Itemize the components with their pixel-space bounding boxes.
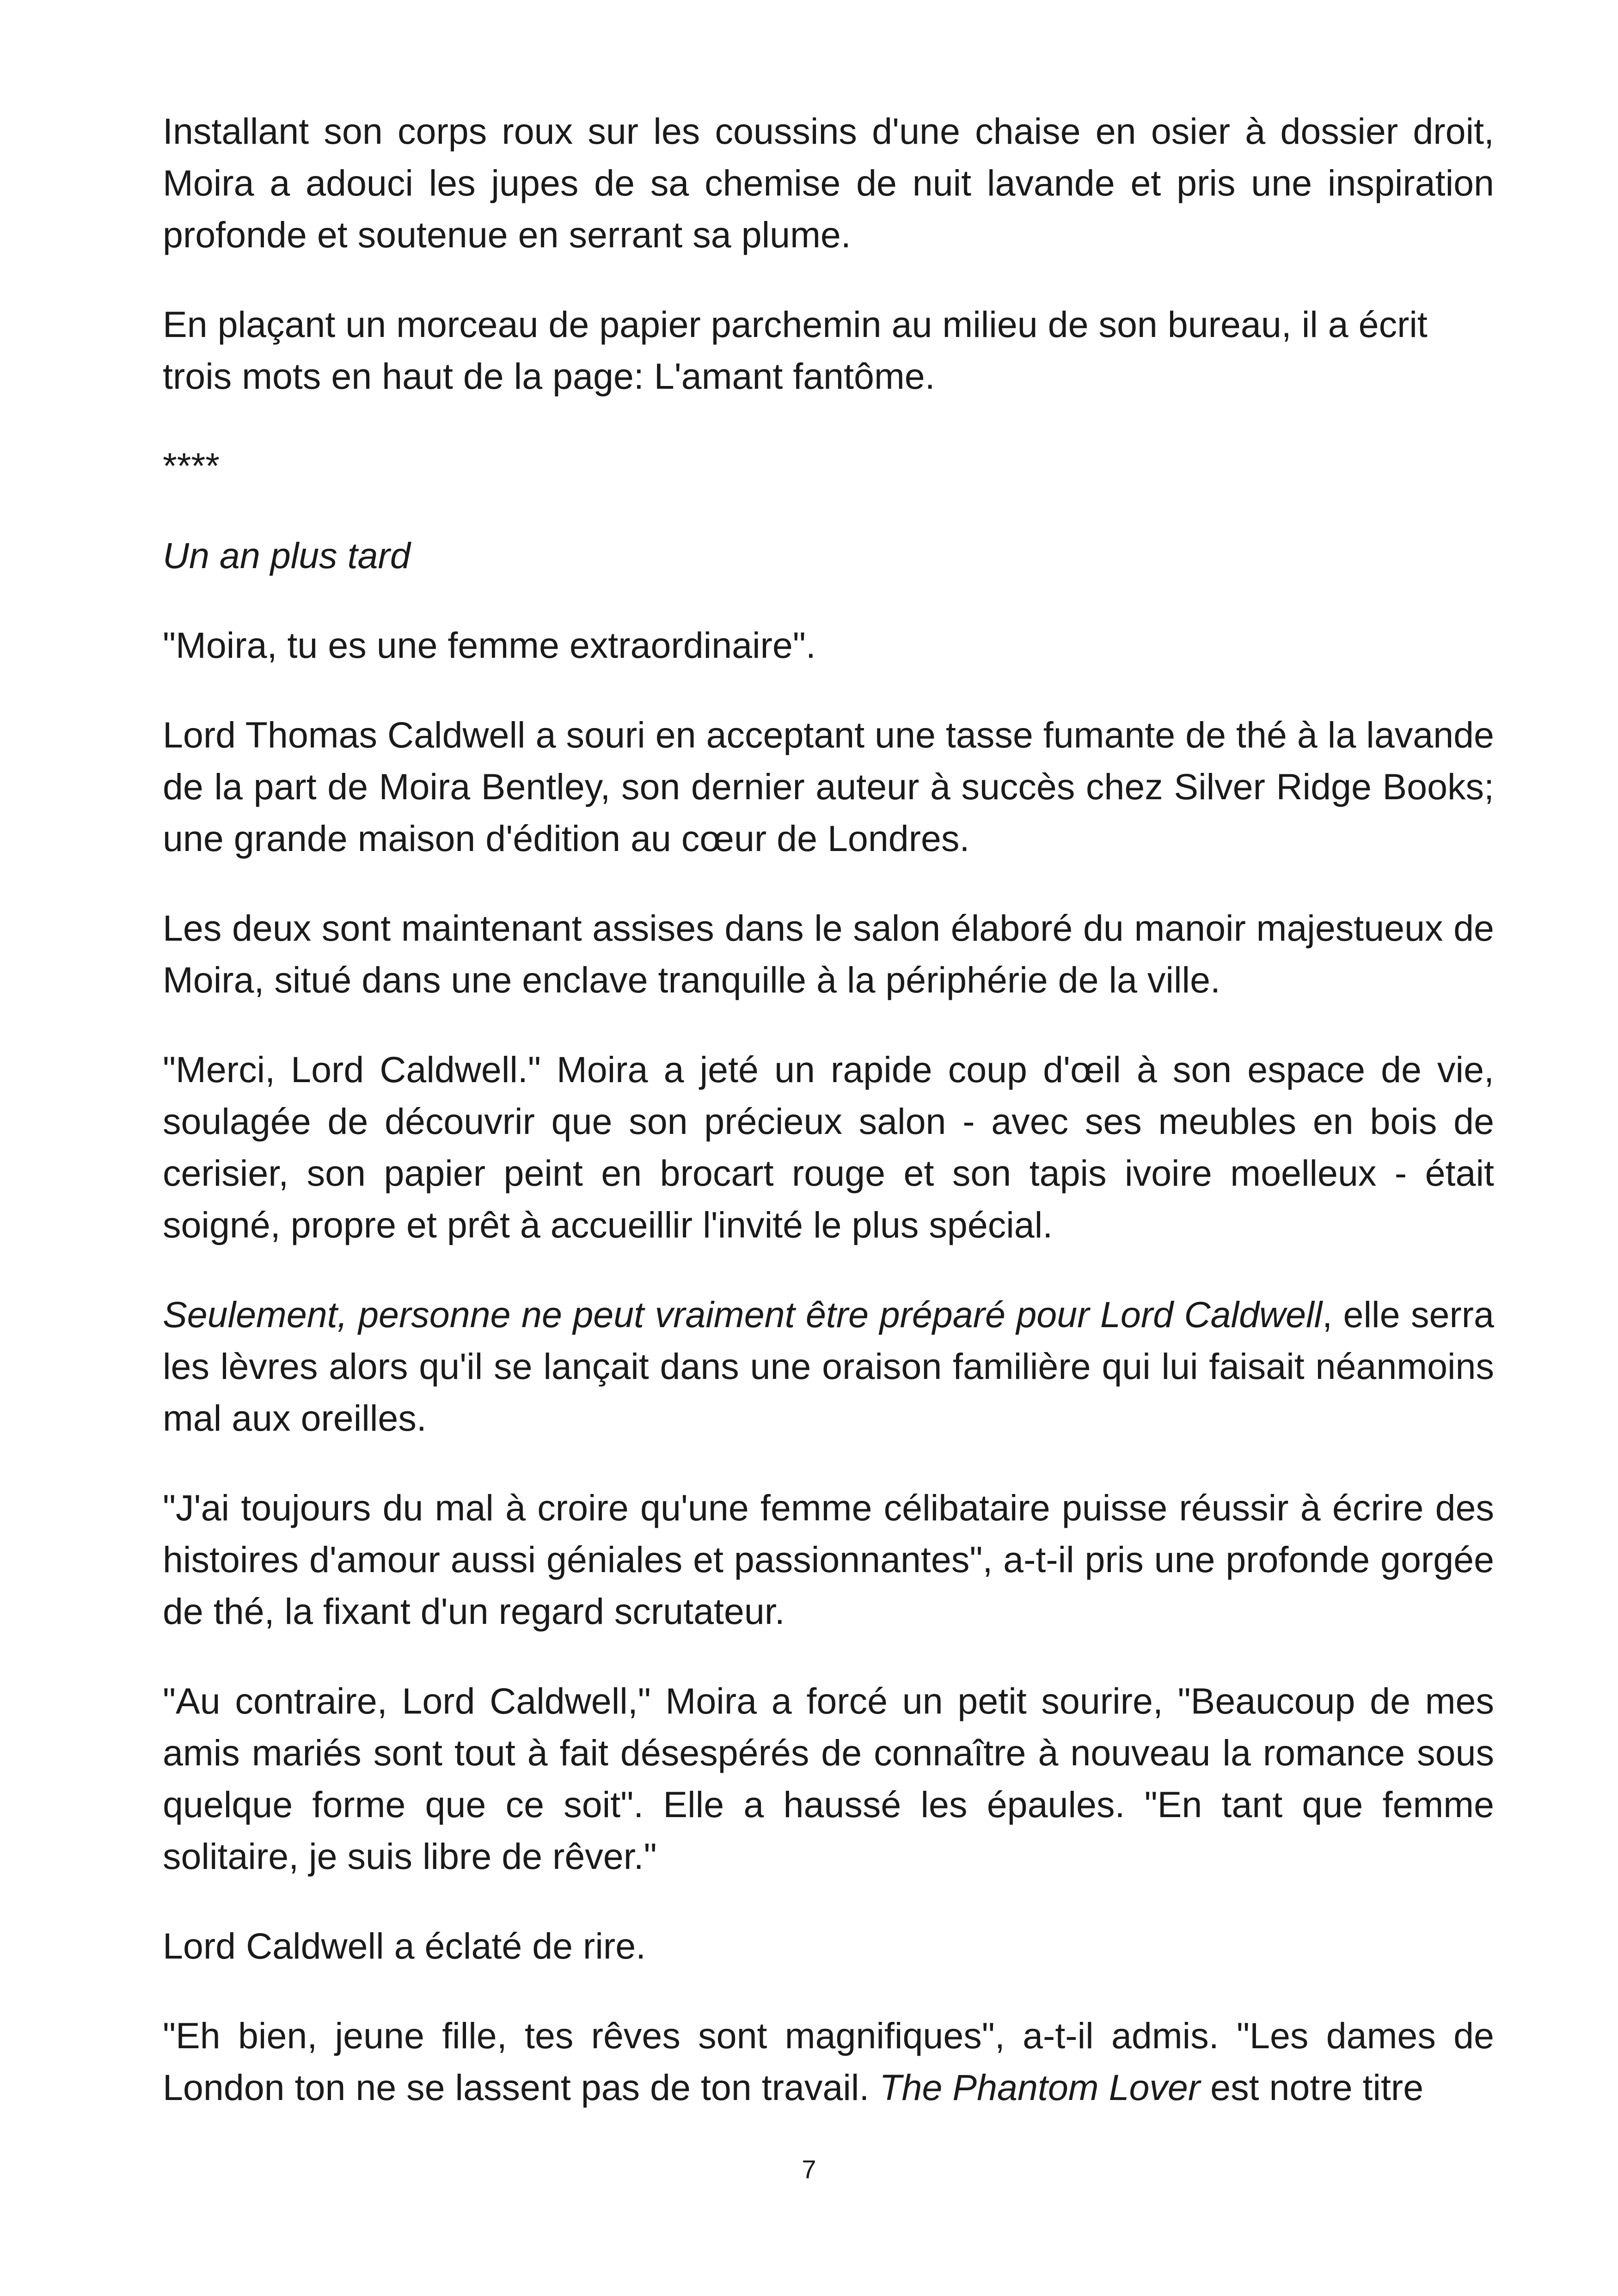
paragraph (163, 2010, 1494, 2113)
paragraph-rest: , elle serra les lèvres alors qu'il se lançait dans une oraison familière qui lui faisait néanmoins mal aux oreilles. (163, 1294, 1494, 1439)
paragraph (163, 1289, 1494, 1444)
paragraph-before: "Eh bien, jeune fille, tes rêves sont magnifiques", a-t-il admis. "Les dames de London ton ne se lassent pas de ton travail. (163, 2015, 1494, 2108)
paragraph: Installant son corps roux sur les coussins d'une chaise en osier à dossier droit, Moira a adouci les jupes de sa chemise de nuit lavande et pris une inspiration profonde et soutenue en serrant sa plume. (163, 110, 1494, 255)
italic-thought: Seulement, personne ne peut vraiment être préparé pour Lord Caldwell (163, 1294, 1323, 1335)
paragraph: "Au contraire, Lord Caldwell," Moira a forcé un petit sourire, "Beaucoup de mes amis mariés sont tout à fait désespérés de connaître à nouveau la romance sous quelque forme que ce soit". Elle a haussé les épaules. "En tant que femme solitaire, je suis libre de rêver." (163, 1680, 1494, 1877)
paragraph: "Merci, Lord Caldwell." Moira a jeté un rapide coup d'œil à son espace de vie, soulagée de découvrir que son précieux salon - avec ses meubles en bois de cerisier, son papier peint en brocart rouge et son tapis ivoire moelleux - était soigné, propre et prêt à accueillir l'invité le plus spécial. (163, 1049, 1494, 1245)
paragraph: Lord Caldwell a éclaté de rire. (163, 1925, 646, 1966)
paragraph: "J'ai toujours du mal à croire qu'une femme célibataire puisse réussir à écrire des histoires d'amour aussi géniales et passionnantes", a-t-il pris une profonde gorgée de thé, la fixant d'un regard scrutateur. (163, 1487, 1494, 1632)
paragraph: Lord Thomas Caldwell a souri en acceptant une tasse fumante de thé à la lavande de la part de Moira Bentley, son dernier auteur à succès chez Silver Ridge Books; une grande maison d'édition au cœur de Londres. (163, 714, 1494, 859)
body-text (163, 105, 1494, 2151)
scene-heading-text: Un an plus tard (163, 535, 411, 576)
paragraph: En plaçant un morceau de papier parchemin au milieu de son bureau, il a écrit trois mots en haut de la page: L'amant fantôme. (163, 304, 1428, 397)
page-number: 7 (802, 2155, 816, 2184)
paragraph: "Moira, tu es une femme extraordinaire". (163, 625, 816, 666)
paragraph: Les deux sont maintenant assises dans le salon élaboré du manoir majestueux de Moira, situé dans une enclave tranquille à la périphérie de la ville. (163, 907, 1494, 1000)
scene-heading (163, 530, 1494, 582)
paragraph-after: est notre titre (1200, 2067, 1424, 2108)
book-title: The Phantom Lover (879, 2067, 1201, 2108)
scene-break: **** (163, 445, 220, 486)
